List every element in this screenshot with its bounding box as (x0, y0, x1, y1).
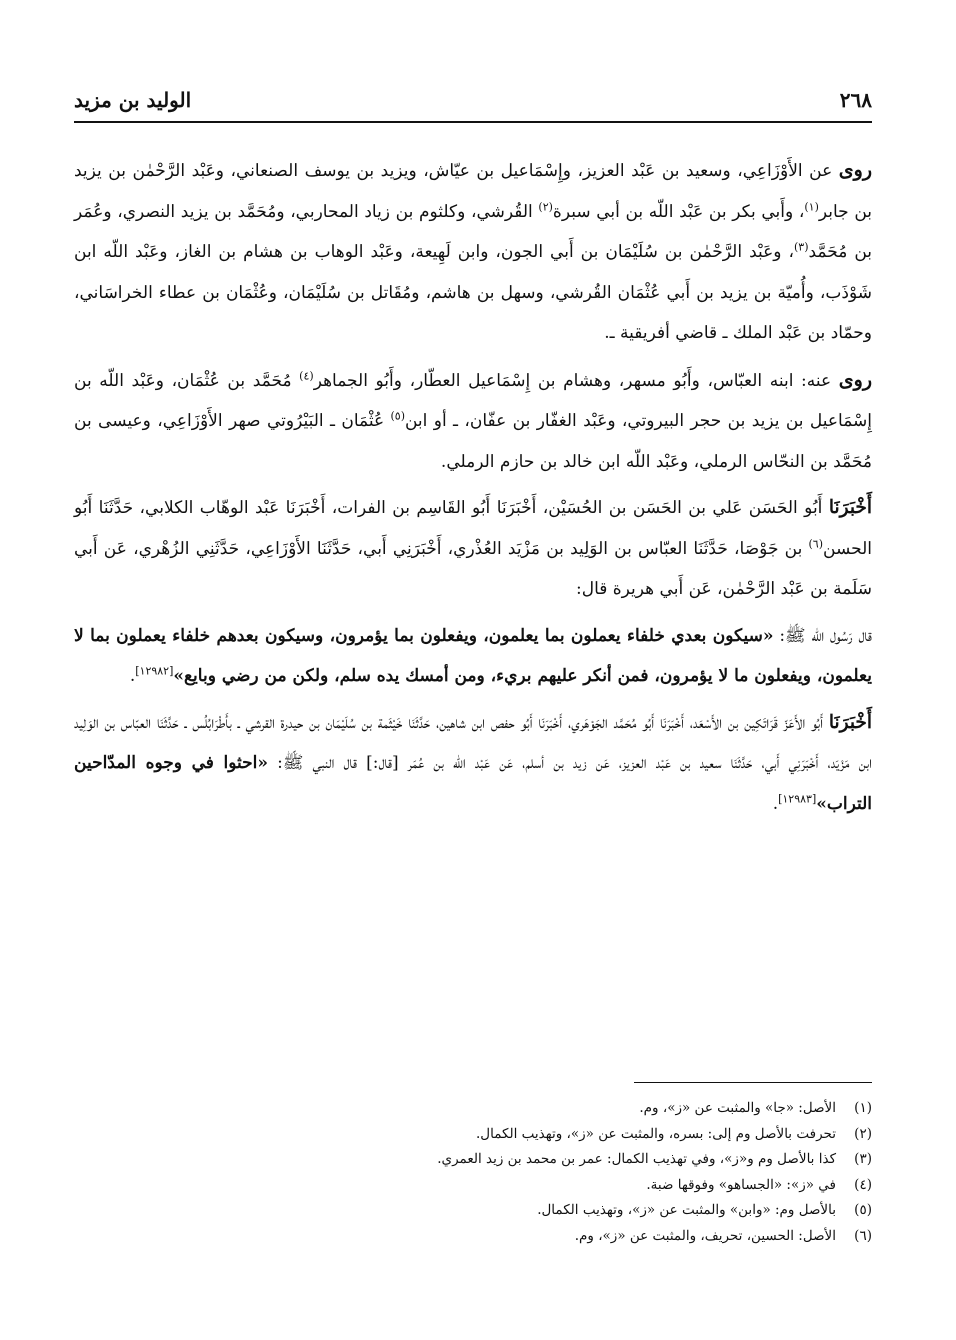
footnote-ref: (٤) (299, 368, 314, 382)
main-text (74, 150, 872, 830)
paragraph-text: ، وعَبْد الرَّحْمٰن بن سُلَيْمَان بن أَبي الجون، وابن لَهِيعة، وعَبْد الوهاب بن هشام بن الغاز، وعَبْد اللّه ابن شَوْذَب، وأُميّة بن يزيد بن أَبي عُثْمَان القُرشي، وسهل بن هاشم، ومُقَاتل بن سُلَيْمَان، وعُثْمَان بن عطاء الخراسَاني، وحمّاد بن عَبْد الملك ـ قاضي أفريقية ـ. (74, 242, 872, 343)
footnote (74, 1122, 872, 1148)
footnote (74, 1096, 872, 1122)
footnote-ref: (١) (804, 199, 819, 213)
page-number: ٢٦٨ (839, 88, 872, 112)
lead-word: أَخْبَرَنَا (828, 711, 872, 733)
paragraph-text: أَبُو الحَسَن عَلي بن الحَسَن بن الحُسَيْن، أَخْبَرَنَا أَبُو القَاسِم بن الفرات، أَخْبَرَنَا عَبْد الوهّاب الكلابي، حَدَّثَنَا أَبُو الحسن (74, 498, 872, 559)
footnote-ref: (٢) (538, 199, 553, 213)
paragraph-text: بن جَوْصَا، حَدَّثَنَا العبّاس بن الوَلِيد بن مَزْيَد العُذْري، أَخْبَرَنِي أَبي، حَدَّثَنَا الأَوْزَاعِي، حَدَّثَنِي الزُهْري، عَن أَبي سَلَمة بن عَبْد الرَّحْمٰن، عَن أَبي هريرة قال: (74, 538, 872, 599)
footnotes (74, 1096, 872, 1249)
hadith-end: . (129, 666, 136, 686)
paragraph-isnad-2 (74, 703, 872, 825)
hadith-quote: «احثوا في وجوه المدّاحين التراب» (74, 753, 872, 814)
footnote-number: (٤) (854, 1176, 872, 1193)
footnote-number: (٥) (854, 1202, 872, 1218)
paragraph-text: مُحَمَّد بن عُثْمَان، وعَبْد اللّه بن إِسْمَاعيل بن يزيد بن حجر البيروتي، وعَبْد الغفّار بن عفّان، ـ أو ابن (74, 370, 872, 431)
hadith-ref: [١٢٩٨٢] (135, 664, 174, 678)
footnote-rule (634, 1082, 872, 1083)
paragraph-text: عُثْمَان ـ البَيْرُوتي صهر الأَوْزَاعِي، وعيسى بن مُحَمَّد بن النحّاس الرملي، وعَبْد اللّه ابن خالد بن حازم الرملي. (74, 411, 872, 472)
paragraph-isnad-1 (74, 488, 872, 610)
footnote-text: الأصل: «جا» والمثبت عن «ز»، وم. (639, 1100, 836, 1116)
footnote-ref: (٣) (793, 240, 809, 254)
footnote (74, 1224, 872, 1250)
footnote (74, 1173, 872, 1199)
footnote-ref: (٥) (390, 409, 405, 423)
lead-word: روى (838, 368, 872, 391)
paragraph-narrated-by (74, 360, 872, 483)
footnote-text: كذا بالأصل وم و«ز»، وفي تهذيب الكمال: عمر بن محمد بن زيد العمري. (437, 1151, 836, 1167)
footnote-ref: (٦) (808, 536, 824, 550)
footnote-number: (٦) (854, 1227, 872, 1244)
paragraph-text: ، وأَبي بكر بن عَبْد اللّه بن أبي سبرة (552, 201, 805, 222)
hadith-ref: [١٢٩٨٣] (778, 791, 817, 805)
header-rule (74, 121, 872, 123)
paragraph-text: القُرشي، وكلثوم بن زياد المحاربي، ومُحَمَّد بن يزيد النصري، وعُمَر بن مُحَمَّد (74, 201, 872, 262)
hadith-end: . (772, 793, 779, 814)
footnote-text: بالأصل وم: «وابن» والمثبت عن «ز»، وتهذيب الكمال. (537, 1202, 836, 1218)
running-title: الوليد بن مزيد (74, 88, 192, 112)
paragraph-text: عنه: ابنه العبّاس، وأَبُو مسهر، وهشام بن إِسْمَاعيل العطّار، وأَبُو الجماهر (313, 370, 839, 391)
footnote-number: (٣) (854, 1151, 872, 1167)
lead-word: روى (838, 159, 872, 181)
lead-word: أَخْبَرَنَا (828, 497, 872, 518)
hadith-quote: «سيكون بعدي خلفاء يعملون بما يعلمون، ويفعلون بما يؤمرون، وسيكون بعدهم خلفاء يعملون بما لا يعلمون، ويفعلون ما لا يؤمرون، فمن أنكر عليهم بريء، ومن أمسك يده سلم، ولكن من رضي وبايع» (74, 625, 872, 686)
paragraph-hadith-1 (74, 616, 872, 697)
paragraph-text: عن الأَوْزَاعِي، وسعيد بن عَبْد العزيز، وإِسْمَاعيل بن عيّاش، ويزيد بن يوسف الصنعاني، وعَبْد الرَّحْمٰن بن يزيد بن جابر (74, 161, 872, 222)
footnote-number: (٢) (854, 1125, 872, 1142)
footnote (74, 1198, 872, 1224)
footnote-text: الأصل: الحسين، تحريف، والمثبت عن «ز»، وم. (574, 1227, 836, 1244)
footnote-text: في «ز»: «الجساهو» وفوقها ضبة. (646, 1176, 836, 1193)
paragraph-text: أَبُو الأَعَزّ قَرَاتَكِين بن الأَسْعَد، أَخْبَرَنَا أَبُو مُحَمَّد الجَوْهَري، أَخْبَرَنَا أَبُو حفص ابن شاهين، حَدَّثَنَا خَيْثَمة بن سُلَيْمَان بن حيدرة القرشي ـ بأَطْرَابُلُس ـ حَدَّثَنَا العبّاس بن الوَلِيد ابن مَزْيَد، أَخْبَرَنِي أَبي، حَدَّثَنَا سعيد بن عَبْد العزيز، عَن زيد بن أسلم، عَن عَبْد اللّه بن عُمَر [قال:] قال النبي ﷺ: (74, 712, 872, 773)
page-header (74, 84, 872, 116)
paragraph-narrated-from (74, 150, 872, 354)
hadith-intro: قال رَسُول اللّه ﷺ: (773, 625, 872, 646)
footnote-number: (١) (854, 1100, 872, 1116)
footnote-text: تحرفت بالأصل وم إلى: بسره، والمثبت عن «ز»، وتهذيب الكمال. (476, 1125, 836, 1142)
footnote (74, 1147, 872, 1173)
